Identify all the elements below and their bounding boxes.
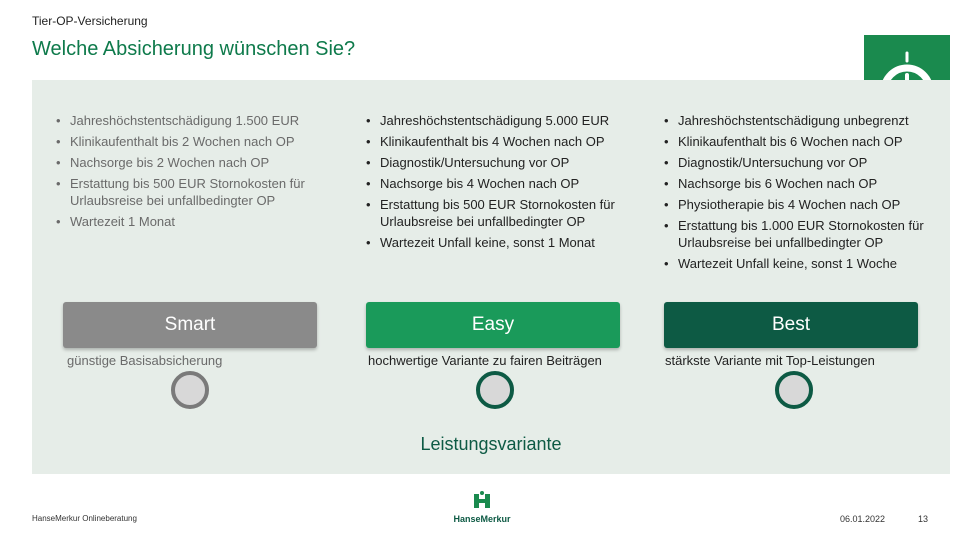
list-item: • Diagnostik/Untersuchung vor OP <box>366 154 642 171</box>
page-title: Welche Absicherung wünschen Sie? <box>32 38 356 60</box>
list-item: • Klinikaufenthalt bis 6 Wochen nach OP <box>664 133 940 150</box>
list-item: • Wartezeit Unfall keine, sonst 1 Monat <box>366 234 642 251</box>
plan-button-smart[interactable]: Smart <box>63 302 317 348</box>
list-item: • Wartezeit 1 Monat <box>56 213 332 230</box>
hansemerkur-logo-icon <box>446 490 518 512</box>
radio-easy[interactable] <box>476 371 514 409</box>
radio-best[interactable] <box>775 371 813 409</box>
list-item: • Nachsorge bis 4 Wochen nach OP <box>366 175 642 192</box>
footer-label: HanseMerkur Onlineberatung <box>32 514 137 523</box>
list-item: • Nachsorge bis 2 Wochen nach OP <box>56 154 332 171</box>
feature-list-smart <box>56 112 332 234</box>
footer-brand-name: HanseMerkur <box>453 514 511 524</box>
list-item: • Physiotherapie bis 4 Wochen nach OP <box>664 196 940 213</box>
footer-date: 06.01.2022 <box>840 514 886 524</box>
list-item: • Diagnostik/Untersuchung vor OP <box>664 154 940 171</box>
radio-group-label: Leistungsvariante <box>420 434 562 454</box>
list-item: • Nachsorge bis 6 Wochen nach OP <box>664 175 940 192</box>
list-item: • Erstattung bis 1.000 EUR Stornokosten für Urlaubsreise bei unfallbedingter OP <box>664 217 940 251</box>
feature-list-best <box>664 112 940 276</box>
plan-button-easy[interactable]: Easy <box>366 302 620 348</box>
plan-description-smart: günstige Basisabsicherung <box>67 353 223 368</box>
list-item: • Erstattung bis 500 EUR Stornokosten für Urlaubsreise bei unfallbedingter OP <box>56 175 332 209</box>
feature-list-easy <box>366 112 642 255</box>
list-item: • Wartezeit Unfall keine, sonst 1 Woche <box>664 255 940 272</box>
section-label: Tier-OP-Versicherung <box>32 14 148 28</box>
radio-smart[interactable] <box>171 371 209 409</box>
list-item: • Klinikaufenthalt bis 4 Wochen nach OP <box>366 133 642 150</box>
list-item: • Klinikaufenthalt bis 2 Wochen nach OP <box>56 133 332 150</box>
list-item: • Jahreshöchstentschädigung 5.000 EUR <box>366 112 642 129</box>
plan-button-best[interactable]: Best <box>664 302 918 348</box>
plan-selection-panel <box>32 80 950 474</box>
list-item: • Erstattung bis 500 EUR Stornokosten für Urlaubsreise bei unfallbedingter OP <box>366 196 642 230</box>
list-item: • Jahreshöchstentschädigung 1.500 EUR <box>56 112 332 129</box>
page-number: 13 <box>918 514 929 524</box>
plan-description-best: stärkste Variante mit Top-Leistungen <box>665 353 875 368</box>
footer-brand <box>446 490 518 526</box>
plan-description-easy: hochwertige Variante zu fairen Beiträgen <box>368 353 602 368</box>
list-item: • Jahreshöchstentschädigung unbegrenzt <box>664 112 940 129</box>
